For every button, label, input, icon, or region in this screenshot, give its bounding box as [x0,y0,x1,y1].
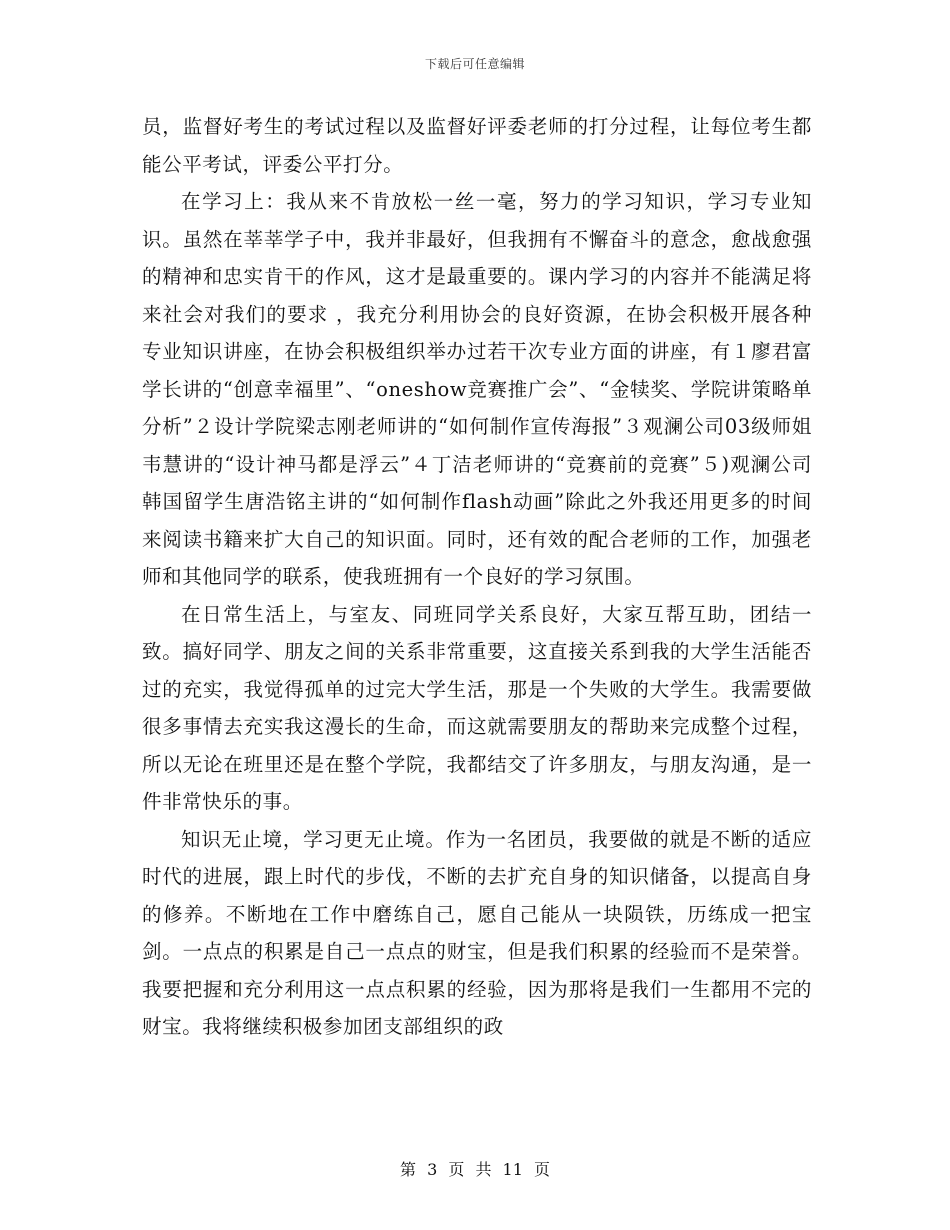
paragraph-daily-life: 在日常生活上，与室友、同班同学关系良好，大家互帮互助，团结一致。搞好同学、朋友之间的关系非常重要，这直接关系到我的大学生活能否过的充实，我觉得孤单的过完大学生活，那是一个失败的大学生。我需要做很多事情去充实我这漫长的生命，而这就需要朋友的帮助来完成整个过程，所以无论在班里还是在整个学院，我都结交了许多朋友，与朋友沟通，是一件非常快乐的事。 [142,602,812,813]
page-header-note: 下载后可任意编辑 [424,57,525,71]
paragraph-study: 在学习上：我从来不肯放松一丝一毫，努力的学习知识，学习专业知识。虽然在莘莘学子中，我并非最好，但我拥有不懈奋斗的意念，愈战愈强的精神和忠实肯干的作风，这才是最重要的。课内学习的内容并不能满足将来社会对我们的要求 ，我充分利用协会的良好资源，在协会积极开展各种专业知识讲座，在协会积极组织举办过若干次专业方面的讲座，有１廖君富学长讲的“创意幸福里”、“oneshow竞赛推广会”、“金犊奖、学院讲策略单分析”２设计学院梁志刚老师讲的“如何制作宣传海报”３观澜公司03级师姐韦慧讲的“设计神马都是浮云”４丁洁老师讲的“竞赛前的竞赛”５)观澜公司韩国留学生唐浩铭主讲的“如何制作flash动画”除此之外我还用更多的时间来阅读书籍来扩大自己的知识面。同时，还有效的配合老师的工作，加强老师和其他同学的联系，使我班拥有一个良好的学习氛围。 [142,190,812,588]
page-number-footer: 第 3 页 共 11 页 [400,1160,550,1179]
paragraph-knowledge: 知识无止境，学习更无止境。作为一名团员，我要做的就是不断的适应时代的进展，跟上时代的步伐，不断的去扩充自身的知识储备，以提高自身的修养。不断地在工作中磨练自己，愿自己能从一块陨铁，历练成一把宝剑。一点点的积累是自己一点点的财宝，但是我们积累的经验而不是荣誉。我要把握和充分利用这一点点积累的经验，因为那将是我们一生都用不完的财宝。我将继续积极参加团支部组织的政 [142,827,812,1038]
document-body [142,108,812,1046]
paragraph-continuation: 员，监督好考生的考试过程以及监督好评委老师的打分过程，让每位考生都能公平考试，评委公平打分。 [142,115,812,176]
